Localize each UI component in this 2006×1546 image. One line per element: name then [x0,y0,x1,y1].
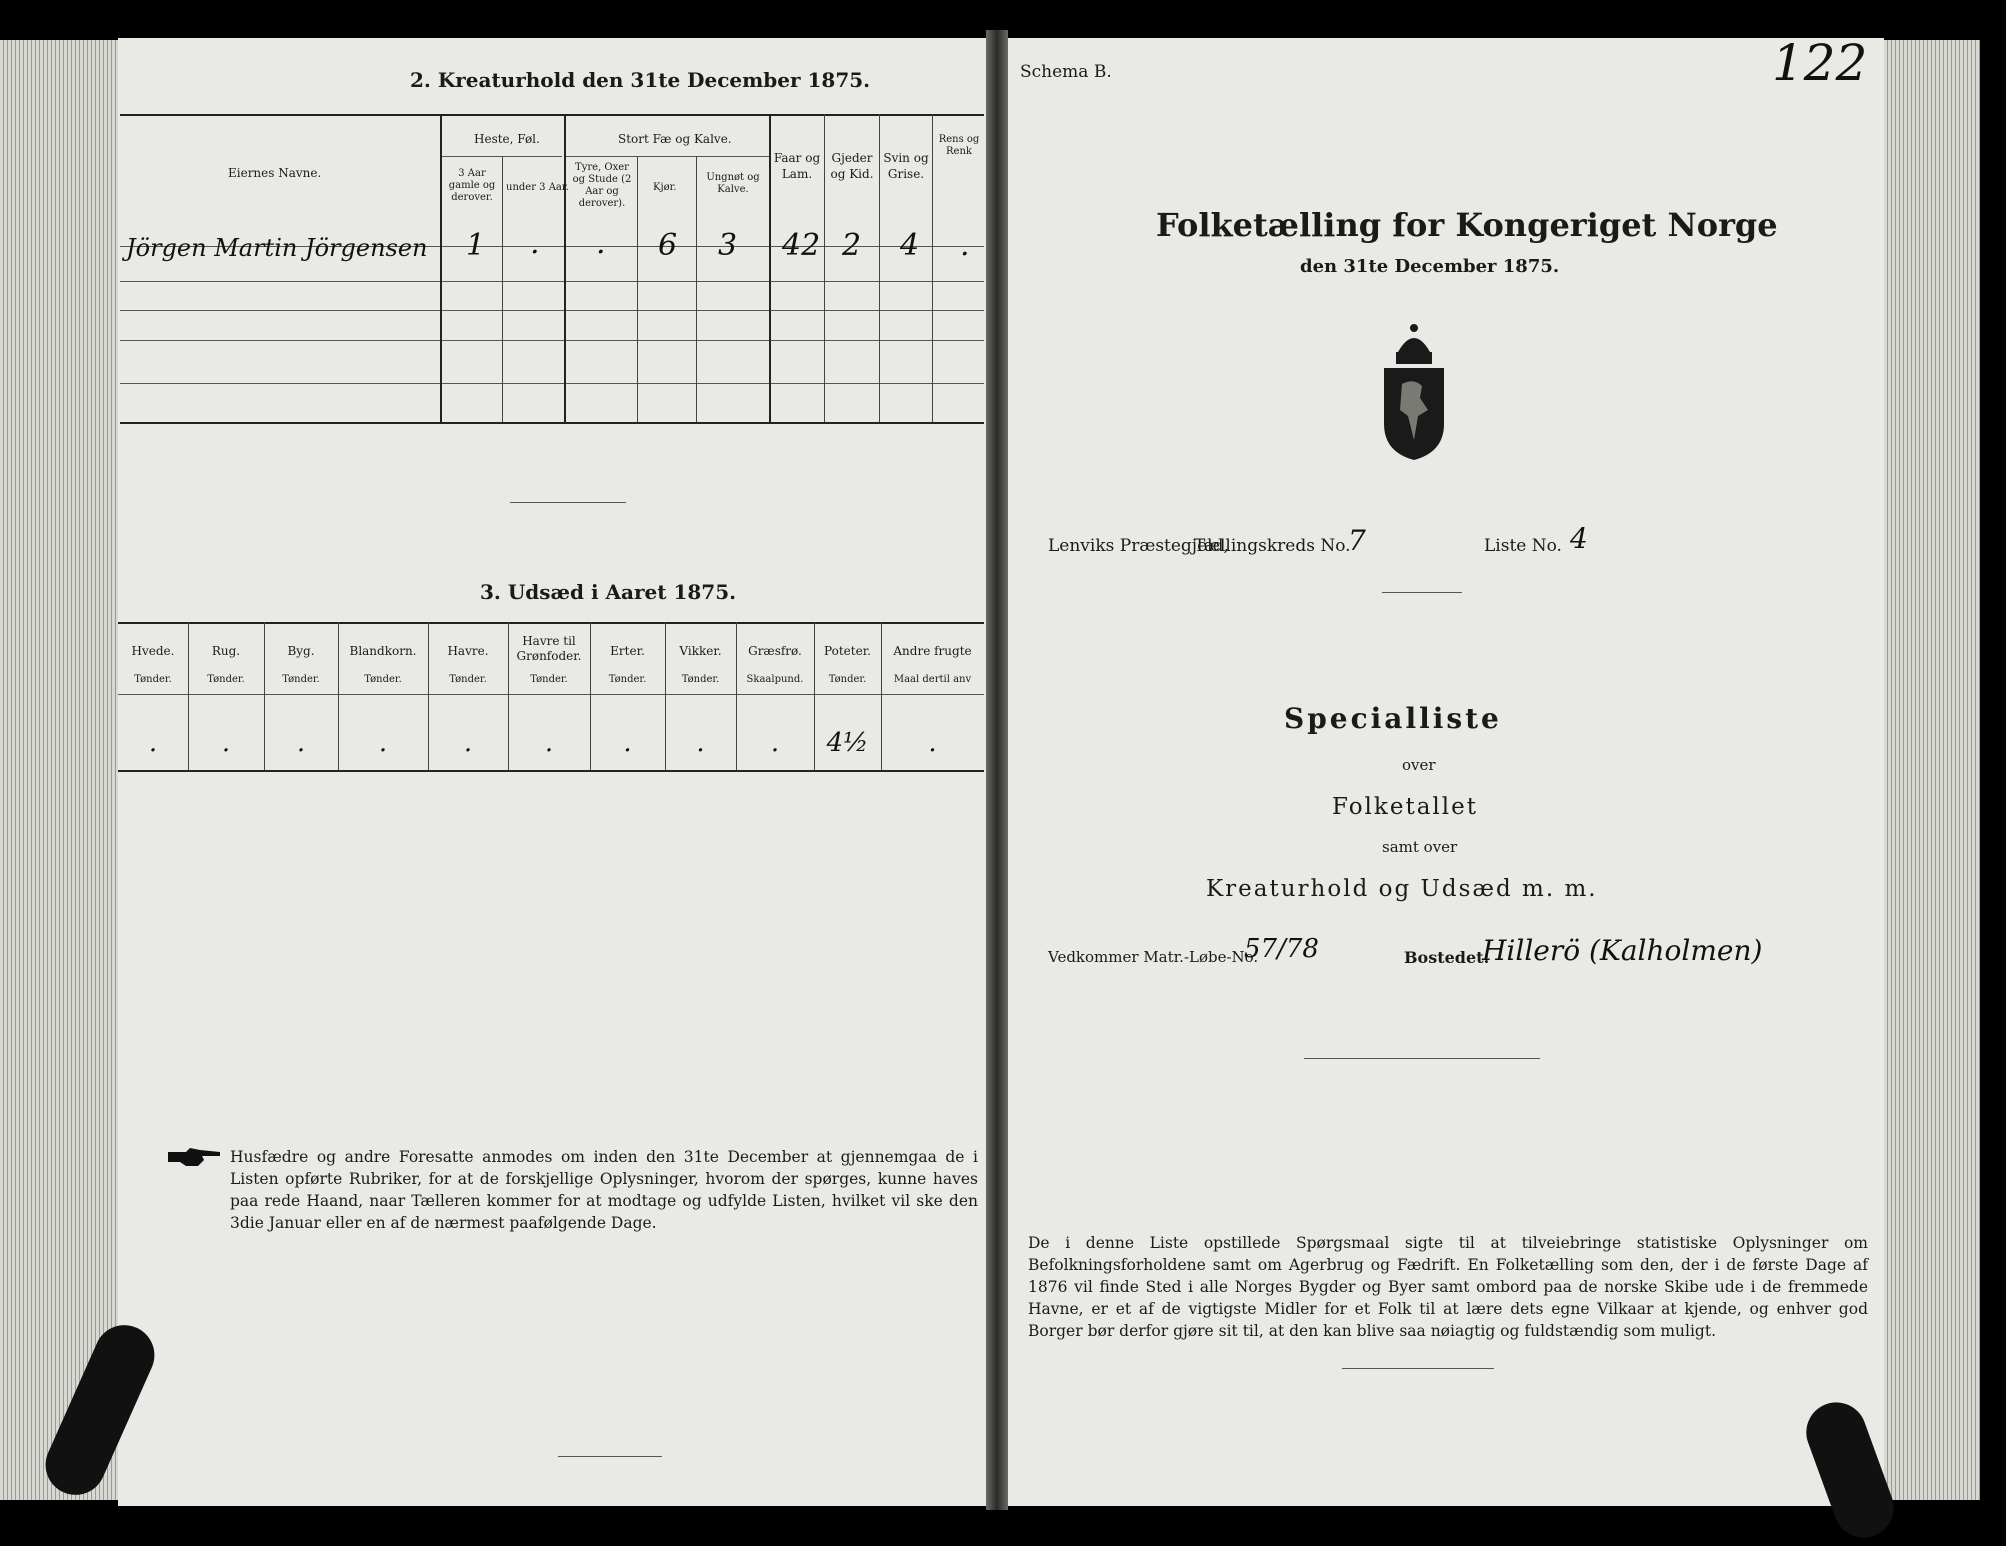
right-page-edges [1884,40,1980,1500]
liste-label: Liste No. [1484,536,1562,556]
table2-row-rule [120,383,984,384]
col-header-gjeder: Gjeder og Kid. [830,151,874,181]
table3-col-name: Blandkorn. [349,644,417,658]
table3-col-unit: Tønder. [530,674,568,685]
right-page [1008,34,1884,1506]
separator-rule [1304,1058,1540,1059]
table3-col-unit: Tønder. [681,674,720,685]
table3-col-name: Rug. [211,644,241,658]
col-header-owner: Eiernes Navne. [228,166,322,180]
table3-col-unit: Tønder. [449,674,487,685]
col-divider [564,114,566,422]
table3-col-name: Havre. [447,644,489,658]
bosted-label: Bostedet: [1404,948,1490,967]
owner-name: Jörgen Martin Jörgensen [126,234,428,262]
table3-col-unit: Tønder. [134,674,172,685]
ren-value: . [960,228,970,263]
bosted-value: Hillerö (Kalholmen) [1482,934,1763,967]
col-header-stort: Stort Fæ og Kalve. [618,132,732,146]
kreaturhold-text: Kreaturhold og Udsæd m. m. [1206,876,1598,902]
gjeder-value: 2 [842,228,862,263]
col-header-heste-b: under 3 Aar. [506,182,569,193]
col-header-svin: Svin og Grise. [883,151,929,181]
col-header-kjor: Kjør. [653,182,677,193]
table3-value: . [378,728,388,758]
faar-value: 42 [782,228,821,263]
col-header-faar: Faar og Lam. [773,151,821,181]
table3-col-name: Græsfrø. [748,644,802,658]
over-text: over [1402,756,1436,774]
table3-col-unit: Tønder. [282,674,320,685]
table3-col-unit: Tønder. [364,674,402,685]
heste-b-value: . [530,226,540,261]
table3-col-name: Vikker. [679,644,722,658]
folketallet-text: Folketallet [1332,794,1478,820]
table3-value: . [928,728,937,758]
col-header-stort-a: Tyre, Oxer og Stude (2 Aar og derover). [572,162,632,209]
ungnot-value: 3 [718,228,738,263]
table3-col-name: Andre frugte [893,644,972,658]
table3-value: . [221,728,231,758]
table3-value: . [770,728,780,758]
stort-subhead-rule [566,156,770,157]
kjor-value: 6 [658,228,678,263]
table3-col-name: Havre til Grønfoder. [516,634,582,663]
table3-col-unit: Tønder. [207,674,245,685]
table3-value: . [544,728,554,758]
left-page-edges [0,40,118,1500]
table3-top-rule [118,622,984,624]
col-header-heste: Heste, Føl. [474,132,540,146]
table3-value: . [623,728,632,758]
separator-rule [510,502,626,503]
col-header-ungnot: Ungnøt og Kalve. [706,172,760,195]
table2-row-rule [120,340,984,341]
table3-bottom-rule [118,770,984,772]
col-divider [440,114,442,422]
footer-rule [558,1456,662,1457]
col-divider [696,156,697,422]
prestegjeld: Lenviks Præstegjeld, [1048,536,1229,556]
table3-col-name: Hvede. [131,644,175,658]
col-header-ren: Rens og Renk [938,134,980,157]
stort-a-value: . [596,226,606,261]
samt-over-text: samt over [1382,838,1458,856]
section2-title: 2. Kreaturhold den 31te December 1875. [410,68,871,92]
col-header-heste-a: 3 Aar gamle og derover. [448,168,496,203]
separator-rule [1382,592,1462,593]
table3-value: . [296,728,306,758]
main-title: Folketælling for Kongeriget Norge [1156,206,1778,244]
coat-of-arms-icon [1374,320,1454,460]
table3-value: . [148,728,158,758]
notice-text: Husfædre og andre Foresatte anmodes om inden den 31te December at gjennemgaa de i Listen opførte Rubriker, for at de forskjellige Oplysninger, hvorom der spørges, kunne haves paa rede Haand, naar Tælleren kommer for at modtage og udfylde Listen, hvilket vil ske den 3die Januar eller en af de nærmest paafølgende Dage. [230,1148,978,1232]
liste-value: 4 [1570,522,1588,555]
specialliste-title: Specialliste [1284,702,1502,735]
table3-header-rule [118,694,984,695]
info-paragraph: De i denne Liste opstillede Spørgsmaal sigte til at tilveiebringe statistiske Oplysninger om Befolkningsforholdene samt om Agerbrug og Fædrift. En Folketælling som den, der i de første Dage af 1876 vil finde Sted i alle Norges Bygder og Byer samt ombord paa de norske Skibe ude i de fremmede Havne, er et af de vigtigste Midler for et Folk til at lære dets egne Vilkaar at kjende, og enhver god Borger bør derfor gjøre sit til, at den kan blive saa nøiagtig og fuldstændig som muligt. [1028,1234,1868,1340]
table3-col-name: Poteter. [824,644,871,658]
table3-col-unit: Tønder. [608,674,647,685]
table3-col-name: Byg. [287,644,315,658]
kreds-label: Tællingskreds No. [1194,536,1351,556]
svin-value: 4 [900,228,920,263]
table3-value: 4½ [826,728,869,758]
section3-title: 3. Udsæd i Aaret 1875. [480,580,737,604]
footer-rule [1342,1368,1494,1369]
table2-row-rule [120,310,984,311]
col-divider [637,156,638,422]
table3-col-unit: Skaalpund. [746,674,804,685]
book-spine [986,30,1008,1510]
col-divider [932,114,933,422]
table3-col-unit: Tønder. [828,674,867,685]
matr-label: Vedkommer Matr.-Løbe-No. [1048,948,1259,966]
table3-value: . [696,728,705,758]
page-number: 122 [1772,34,1868,92]
table2-row-rule [120,281,984,282]
left-page [118,38,986,1506]
matr-value: 57/78 [1244,934,1319,964]
table3-value: . [463,728,473,758]
pointing-hand-icon [166,1146,222,1168]
main-subtitle: den 31te December 1875. [1300,256,1560,277]
table2-top-rule [120,114,984,116]
kreds-value: 7 [1348,524,1366,557]
table3-col-name: Erter. [610,644,645,658]
heste-a-value: 1 [466,228,486,263]
table3-col-unit: Maal dertil anv [893,674,972,685]
table2-bottom-rule [120,422,984,424]
col-divider [502,156,503,422]
schema-label: Schema B. [1020,62,1112,82]
